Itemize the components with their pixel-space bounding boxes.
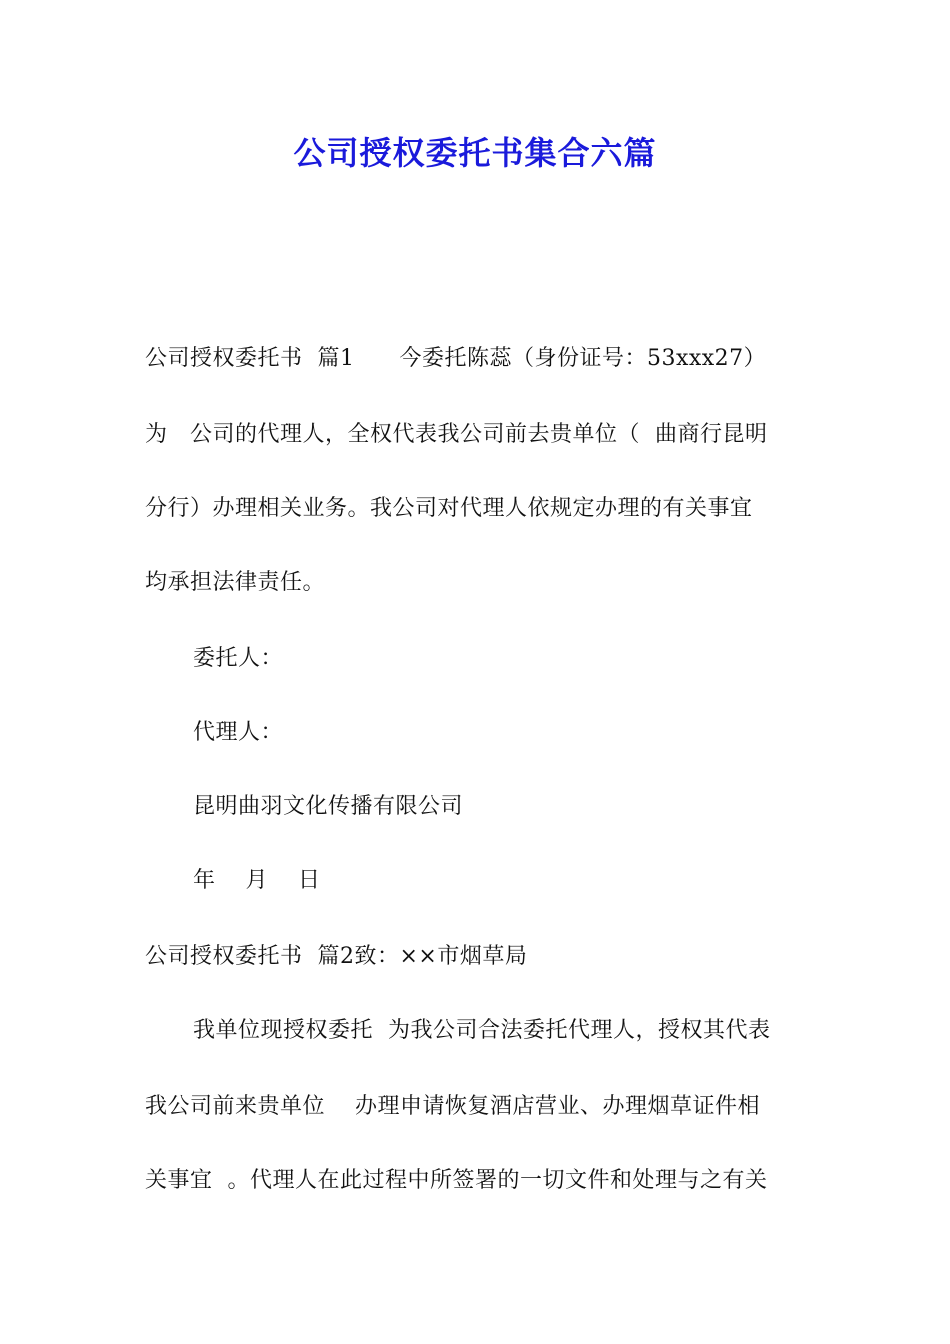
paragraph-line: 分行）办理相关业务。我公司对代理人依规定办理的有关事宜 xyxy=(145,496,753,521)
paragraph-line: 关事宜 。代理人在此过程中所签署的一切文件和处理与之有关 xyxy=(145,1168,768,1193)
principal-label: 委托人： xyxy=(193,646,284,671)
section-heading: 公司授权委托书 篇2致：××市烟草局 xyxy=(145,944,528,969)
company-name: 昆明曲羽文化传播有限公司 xyxy=(193,794,464,819)
paragraph-line: 我单位现授权委托 为我公司合法委托代理人，授权其代表 xyxy=(193,1018,771,1043)
agent-label: 代理人： xyxy=(193,720,284,745)
paragraph-line: 均承担法律责任。 xyxy=(145,570,326,595)
paragraph-line: 为 公司的代理人，全权代表我公司前去贵单位（ 曲商行昆明 xyxy=(145,422,768,447)
date-line: 年 月 日 xyxy=(193,868,321,893)
paragraph-line: 我公司前来贵单位 办理申请恢复酒店营业、办理烟草证件相 xyxy=(145,1094,760,1119)
paragraph-line: 公司授权委托书 篇1 今委托陈蕊（身份证号：53xxx27） xyxy=(145,346,767,371)
document-title: 公司授权委托书集合六篇 xyxy=(293,134,657,172)
